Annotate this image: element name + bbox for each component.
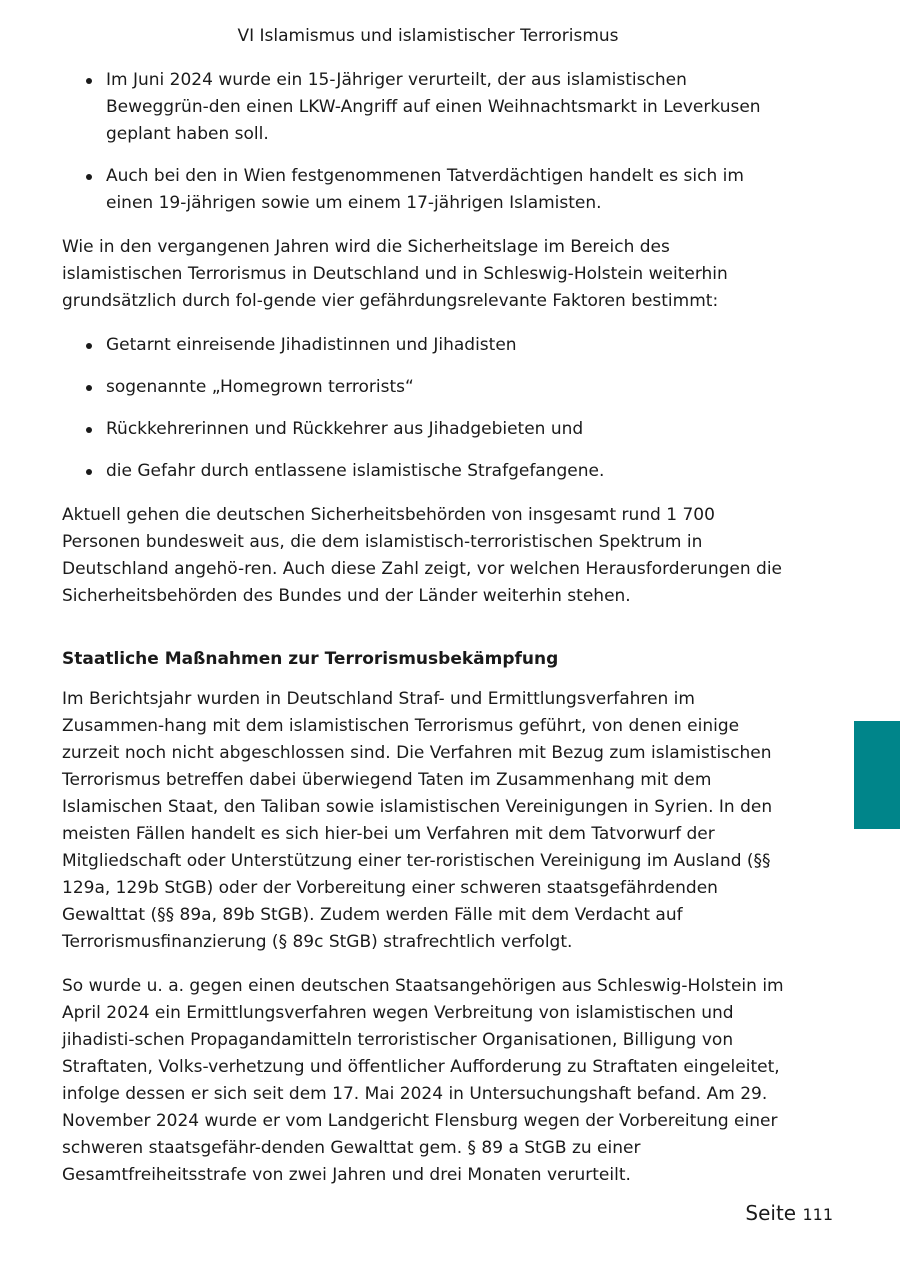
- list-item-text: die Gefahr durch entlassene islamistische Strafgefangene.: [106, 461, 605, 481]
- page-label: Seite: [745, 1201, 797, 1225]
- list-item-text: sogenannte „Homegrown terrorists“: [106, 377, 414, 397]
- bullet-dot-icon: [86, 427, 92, 433]
- list-item: [62, 332, 792, 359]
- bullet-dot-icon: [86, 343, 92, 349]
- paragraph-case-example: So wurde u. a. gegen einen deutschen Staatsangehörigen aus Schleswig-Holstein im April 2024 ein Ermittlungsverfahren wegen Verbreitung von islamistischen und jihadisti-schen Propagandamitteln terroristischer Organisationen, Billigung von Straftaten, Volks-verhetzung und öffentlicher Aufforderung zu Straftaten eingeleitet, infolge dessen er sich seit dem 17. Mai 2024 in Untersuchungshaft befand. Am 29. November 2024 wurde er vom Landgericht Flensburg wegen der Vorbereitung einer schweren staatsgefähr-denden Gewalttat gem. § 89 a StGB zu einer Gesamtfreiheitsstrafe von zwei Jahren und drei Monaten verurteilt.: [62, 976, 784, 1185]
- list-item-text: Auch bei den in Wien festgenommenen Tatverdächtigen handelt es sich im einen 19-jährigen sowie um einem 17-jährigen Islamisten.: [106, 166, 744, 213]
- list-item: [62, 416, 792, 443]
- paragraph-security-situation: Wie in den vergangenen Jahren wird die Sicherheitslage im Bereich des islamistischen Terrorismus in Deutschland und in Schleswig-Holstein weiterhin grundsätzlich durch fol-gende vier gefährdungsrelevante Faktoren bestimmt:: [62, 237, 728, 311]
- bullet-list-factors: [62, 332, 792, 485]
- bullet-dot-icon: [86, 174, 92, 180]
- paragraph-proceedings: Im Berichtsjahr wurden in Deutschland Straf- und Ermittlungsverfahren im Zusammen-hang mit dem islamistischen Terrorismus geführt, von denen einige zurzeit noch nicht abgeschlossen sind. Die Verfahren mit Bezug zum islamistischen Terrorismus betreffen dabei überwiegend Taten im Zusammenhang mit dem Islamischen Staat, den Taliban sowie islamistischen Vereinigungen in Syrien. In den meisten Fällen handelt es sich hier-bei um Verfahren mit dem Tatvorwurf der Mitgliedschaft oder Unterstützung einer ter-roristischen Vereinigung im Ausland (§§ 129a, 129b StGB) oder der Vorbereitung einer schweren staatsgefährdenden Gewalttat (§§ 89a, 89b StGB). Zudem werden Fälle mit dem Verdacht auf Terrorismusfinanzierung (§ 89c StGB) strafrechtlich verfolgt.: [62, 689, 773, 952]
- paragraph-person-count: Aktuell gehen die deutschen Sicherheitsbehörden von insgesamt rund 1 700 Personen bundesweit aus, die dem islamistisch-terroristischen Spektrum in Deutschland angehö-ren. Auch diese Zahl zeigt, vor welchen Herausforderungen die Sicherheitsbehörden des Bundes und der Länder weiterhin stehen.: [62, 505, 783, 606]
- page-number: [745, 1200, 833, 1228]
- chapter-side-tab: [854, 721, 900, 829]
- list-item: [62, 67, 792, 148]
- running-header: VI Islamismus und islamistischer Terrorismus: [237, 26, 619, 46]
- section-heading: Staatliche Maßnahmen zur Terrorismusbekämpfung: [62, 649, 559, 669]
- bullet-dot-icon: [86, 469, 92, 475]
- list-item: [62, 374, 792, 401]
- page-number-value: 111: [802, 1205, 833, 1224]
- list-item-text: Rückkehrerinnen und Rückkehrer aus Jihadgebieten und: [106, 419, 584, 439]
- bullet-dot-icon: [86, 78, 92, 84]
- list-item-text: Im Juni 2024 wurde ein 15-Jähriger verurteilt, der aus islamistischen Beweggrün-den einen LKW-Angriff auf einen Weihnachtsmarkt in Leverkusen geplant haben soll.: [106, 70, 761, 144]
- bullet-list-examples: [62, 67, 792, 217]
- bullet-dot-icon: [86, 385, 92, 391]
- list-item: [62, 458, 792, 485]
- page-content: [62, 67, 792, 1189]
- list-item-text: Getarnt einreisende Jihadistinnen und Jihadisten: [106, 335, 517, 355]
- list-item: [62, 163, 792, 217]
